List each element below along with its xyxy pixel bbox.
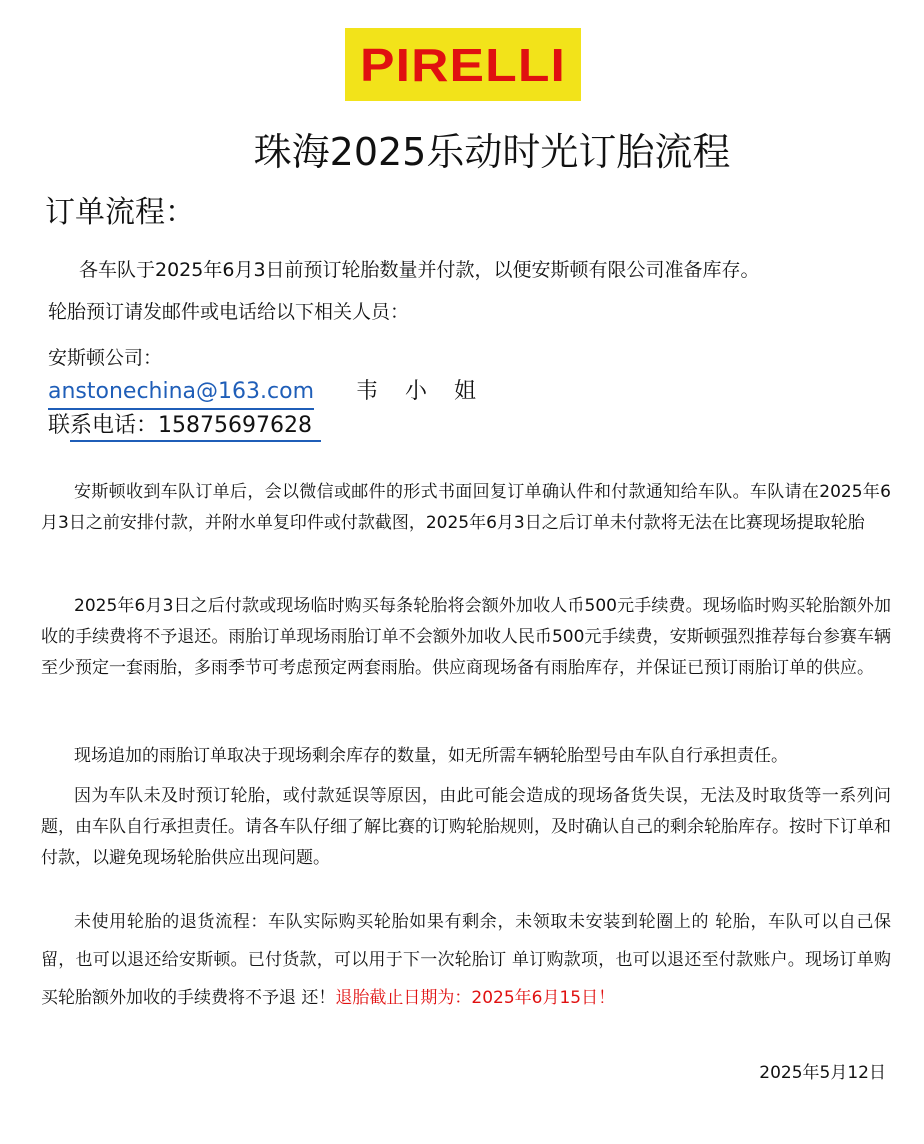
paragraph-returns <box>41 903 891 1017</box>
contact-prompt: 轮胎预订请发邮件或电话给以下相关人员： <box>48 301 410 323</box>
company-label: 安斯顿公司： <box>48 347 163 369</box>
phone-line <box>48 410 312 442</box>
svg-text:PIRELLI: PIRELLI <box>360 40 566 89</box>
phone-label: 联系电话： <box>48 413 159 438</box>
paragraph-order-confirmation: 安斯顿收到车队订单后，会以微信或邮件的形式书面回复订单确认件和付款通知给车队。车队请在2025年6月3日之前安排付款，并附水单复印件或付款截图，2025年6月3日之后订单未付款将无法在比赛现场提取轮胎 <box>41 482 891 533</box>
paragraph-rain-tyres: 现场追加的雨胎订单取决于现场剩余库存的数量，如无所需车辆轮胎型号由车队自行承担责任。 <box>74 746 788 766</box>
section-heading: 订单流程： <box>45 195 195 230</box>
document-date: 2025年5月12日 <box>759 1063 886 1083</box>
pirelli-wordmark-icon <box>356 41 570 89</box>
phone-number[interactable]: 15875697628 <box>158 413 312 438</box>
page-title: 珠海2025乐动时光订胎流程 <box>253 130 731 174</box>
pirelli-logo <box>345 28 581 101</box>
phone-underline <box>70 440 321 442</box>
returns-text: 未使用轮胎的退货流程：车队实际购买轮胎如果有剩余，未领取未安装到轮圈上的 轮胎，车队可以自己保留，也可以退还给安斯顿。已付货款，可以用于下一次轮胎订 单订购款项，也可以退还至付款账户。现场订单购买轮胎额外加收的手续费将不予退 还！ <box>41 912 891 1008</box>
intro-text: 各车队于2025年6月3日前预订轮胎数量并付款，以便安斯顿有限公司准备库存。 <box>79 259 760 281</box>
email-link[interactable]: anstonechina@163.com <box>48 376 314 410</box>
paragraph-responsibility: 因为车队未及时预订轮胎，或付款延误等原因，由此可能会造成的现场备货失误，无法及时取货等一系列问题，由车队自行承担责任。请各车队仔细了解比赛的订购轮胎规则，及时确认自己的剩余轮胎库存。按时下订单和付款，以避免现场轮胎供应出现问题。 <box>41 786 891 868</box>
contact-name: 韦 小 姐 <box>356 379 486 404</box>
returns-deadline: 退胎截止日期为：2025年6月15日！ <box>335 988 616 1008</box>
paragraph-late-fee: 2025年6月3日之后付款或现场临时购买每条轮胎将会额外加收人币500元手续费。现场临时购买轮胎额外加收的手续费将不予退还。雨胎订单现场雨胎订单不会额外加收人民币500元手续费，安斯顿强烈推荐每台参赛车辆至少预定一套雨胎，多雨季节可考虑预定两套雨胎。供应商现场备有雨胎库存，并保证已预订雨胎订单的供应。 <box>41 596 891 678</box>
